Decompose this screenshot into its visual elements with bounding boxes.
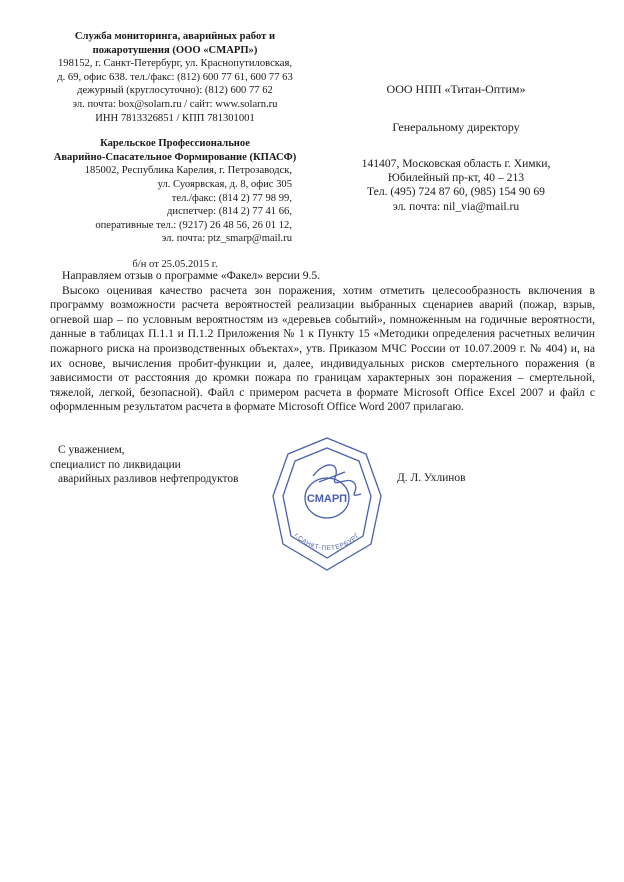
signer-name: Д. Л. Ухлинов xyxy=(397,472,466,484)
sender-org1-address-line2: д. 69, офис 638. тел./факс: (812) 600 77 61, 600 77 63 xyxy=(57,71,293,83)
recipient-email: эл. почта: nil_via@mail.ru xyxy=(392,199,520,213)
body-intro: Направляем отзыв о программе «Факел» версии 9.5. xyxy=(62,269,321,282)
recipient-block xyxy=(336,82,576,214)
closing-line1: С уважением, xyxy=(58,444,125,456)
sender-org2-email: эл. почта: ptz_smarp@mail.ru xyxy=(161,233,292,245)
sender-org2-address-line2: ул. Суоярвская, д. 8, офис 305 xyxy=(157,178,292,190)
sender-org1-inn-kpp: ИНН 7813326851 / КПП 781301001 xyxy=(95,112,255,124)
svg-text:г.САНКТ-ПЕТЕРБУРГ xyxy=(293,532,362,552)
sender-org1-address-line1: 198152, г. Санкт-Петербург, ул. Краснопутиловская, xyxy=(58,58,292,70)
sender-org2-operational: оперативные тел.: (9217) 26 48 56, 26 01 12, xyxy=(95,219,292,231)
closing-line3: аварийных разливов нефтепродуктов xyxy=(58,473,239,486)
sender-org1-email-site: эл. почта: box@solarn.ru / сайт: www.solarn.ru xyxy=(72,98,278,110)
sender-org1-duty-phone: дежурный (круглосуточно): (812) 600 77 62 xyxy=(77,85,273,97)
recipient-address-line1: 141407, Московская область г. Химки, xyxy=(361,157,551,170)
sender-org1-name-line2: пожаротушения (ООО «СМАРП») xyxy=(92,44,258,56)
sender-org2-address-line1: 185002, Республика Карелия, г. Петрозаводск, xyxy=(84,165,292,177)
sender-org2-block xyxy=(40,137,310,246)
recipient-address-line2: Юбилейный пр-кт, 40 – 213 xyxy=(387,171,525,185)
letter-reference: б/н от 25.05.2015 г. xyxy=(132,258,218,270)
body-main: Высоко оценивая качество расчета зон поражения, хотим отметить целесообразность включения в программу возможности расчета вероятностей реализации выбранных сценариев аварий (пожар, взрыв, огневой шар – по условным вероятностям из «деревьев событий», помноженным на годичные вероятности, данные в таблицах П.1.1 и П.1.2 Приложения № 1 к Пункту 15 «Методики определения расчетных величин пожарного риска на производственных объектах», утв. Приказом МЧС России от 10.07.2009 г. № 404) и, на их основе, вычисления пробит-функции и, далее, индивидуальных рисков смертельного поражения (в зависимости от расстояния до кромки пожара по границам характерных зон поражения – смертельной, тяжелой, легкой, безопасной). Файл с примером расчета в формате Microsoft Office Excel 2007 и файл с оформленным результатом расчета в формате Microsoft Office Word 2007 прилагаю. xyxy=(50,283,595,414)
sender-org2-name-line1: Карельское Профессиональное xyxy=(100,138,250,150)
closing-block xyxy=(50,443,238,487)
letter-body xyxy=(50,269,595,415)
sender-org2-phone: тел./факс: (814 2) 77 98 99, xyxy=(171,192,292,204)
seal-center-text: СМАРП xyxy=(306,493,348,505)
recipient-phone: Тел. (495) 724 87 60, (985) 154 90 69 xyxy=(367,185,545,199)
recipient-org: ООО НПП «Титан-Оптим» xyxy=(386,82,526,96)
seal-icon xyxy=(263,432,391,580)
seal-bottom-text: г.САНКТ-ПЕТЕРБУРГ xyxy=(292,531,362,553)
sender-org2-name-line2: Аварийно-Спасательное Формирование (КПАСФ) xyxy=(53,151,297,163)
closing-line2: специалист по ликвидации xyxy=(50,458,181,471)
sender-header xyxy=(40,30,310,272)
sender-org1-name-line1: Служба мониторинга, аварийных работ и xyxy=(74,31,276,42)
recipient-title: Генеральному директору xyxy=(392,120,520,134)
sender-org2-dispatcher: диспетчер: (814 2) 77 41 66, xyxy=(167,206,292,218)
